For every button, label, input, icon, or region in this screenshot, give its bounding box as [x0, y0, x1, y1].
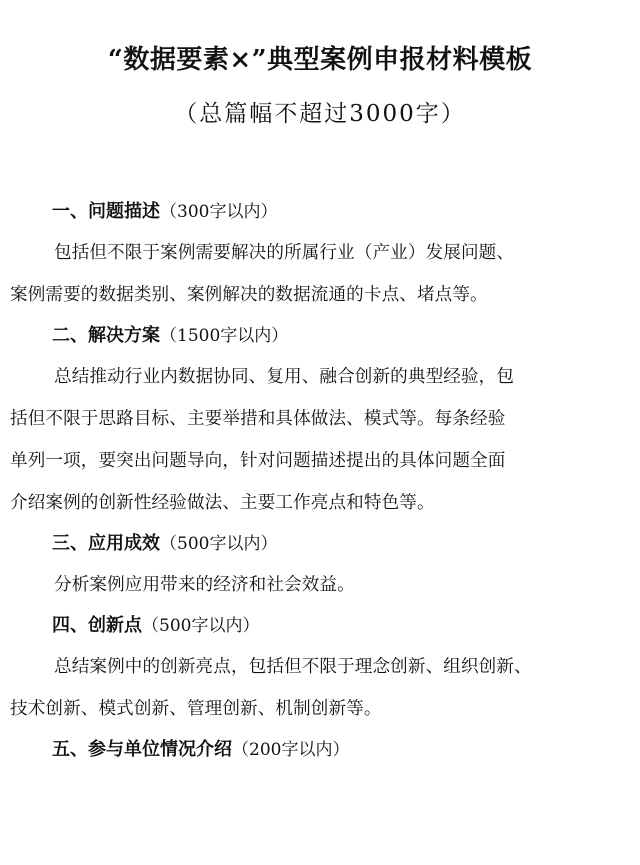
section-word-limit: （500字以内） — [160, 534, 278, 554]
section-title: 四、创新点 — [52, 615, 142, 636]
section-word-limit: （1500字以内） — [160, 326, 289, 346]
paragraph-line: 括但不限于思路目标、主要举措和具体做法、模式等。每条经验 — [10, 409, 506, 429]
section-title: 五、参与单位情况介绍 — [52, 739, 232, 760]
paragraph-line: 总结案例中的创新亮点，包括但不限于理念创新、组织创新、 — [54, 657, 532, 677]
section-title: 一、问题描述 — [52, 201, 160, 222]
paragraph-line: 包括但不限于案例需要解决的所属行业（产业）发展问题、 — [54, 243, 515, 263]
section-heading-results — [0, 524, 640, 564]
document-subtitle: （总篇幅不超过3000字） — [174, 101, 466, 127]
section-paragraph-results — [0, 564, 640, 606]
paragraph-line: 案例需要的数据类别、案例解决的数据流通的卡点、堵点等。 — [10, 285, 488, 305]
section-title: 二、解决方案 — [52, 325, 160, 346]
section-heading-innovation — [0, 606, 640, 646]
paragraph-line: 总结推动行业内数据协同、复用、融合创新的典型经验，包 — [54, 367, 515, 387]
section-word-limit: （200字以内） — [232, 740, 350, 760]
section-paragraph-problem — [0, 232, 640, 316]
section-heading-participants — [0, 730, 640, 770]
section-paragraph-innovation — [0, 646, 640, 730]
document-title: “数据要素×”典型案例申报材料模板 — [107, 45, 533, 75]
section-title: 三、应用成效 — [52, 533, 160, 554]
section-heading-problem — [0, 192, 640, 232]
section-heading-solution — [0, 316, 640, 356]
paragraph-line: 分析案例应用带来的经济和社会效益。 — [54, 575, 355, 595]
section-word-limit: （300字以内） — [160, 202, 278, 222]
document-body — [0, 192, 640, 770]
paragraph-line: 技术创新、模式创新、管理创新、机制创新等。 — [10, 699, 382, 719]
paragraph-line: 介绍案例的创新性经验做法、主要工作亮点和特色等。 — [10, 493, 435, 513]
section-word-limit: （500字以内） — [142, 616, 260, 636]
paragraph-line: 单列一项，要突出问题导向，针对问题描述提出的具体问题全面 — [10, 451, 506, 471]
section-paragraph-solution — [0, 356, 640, 524]
